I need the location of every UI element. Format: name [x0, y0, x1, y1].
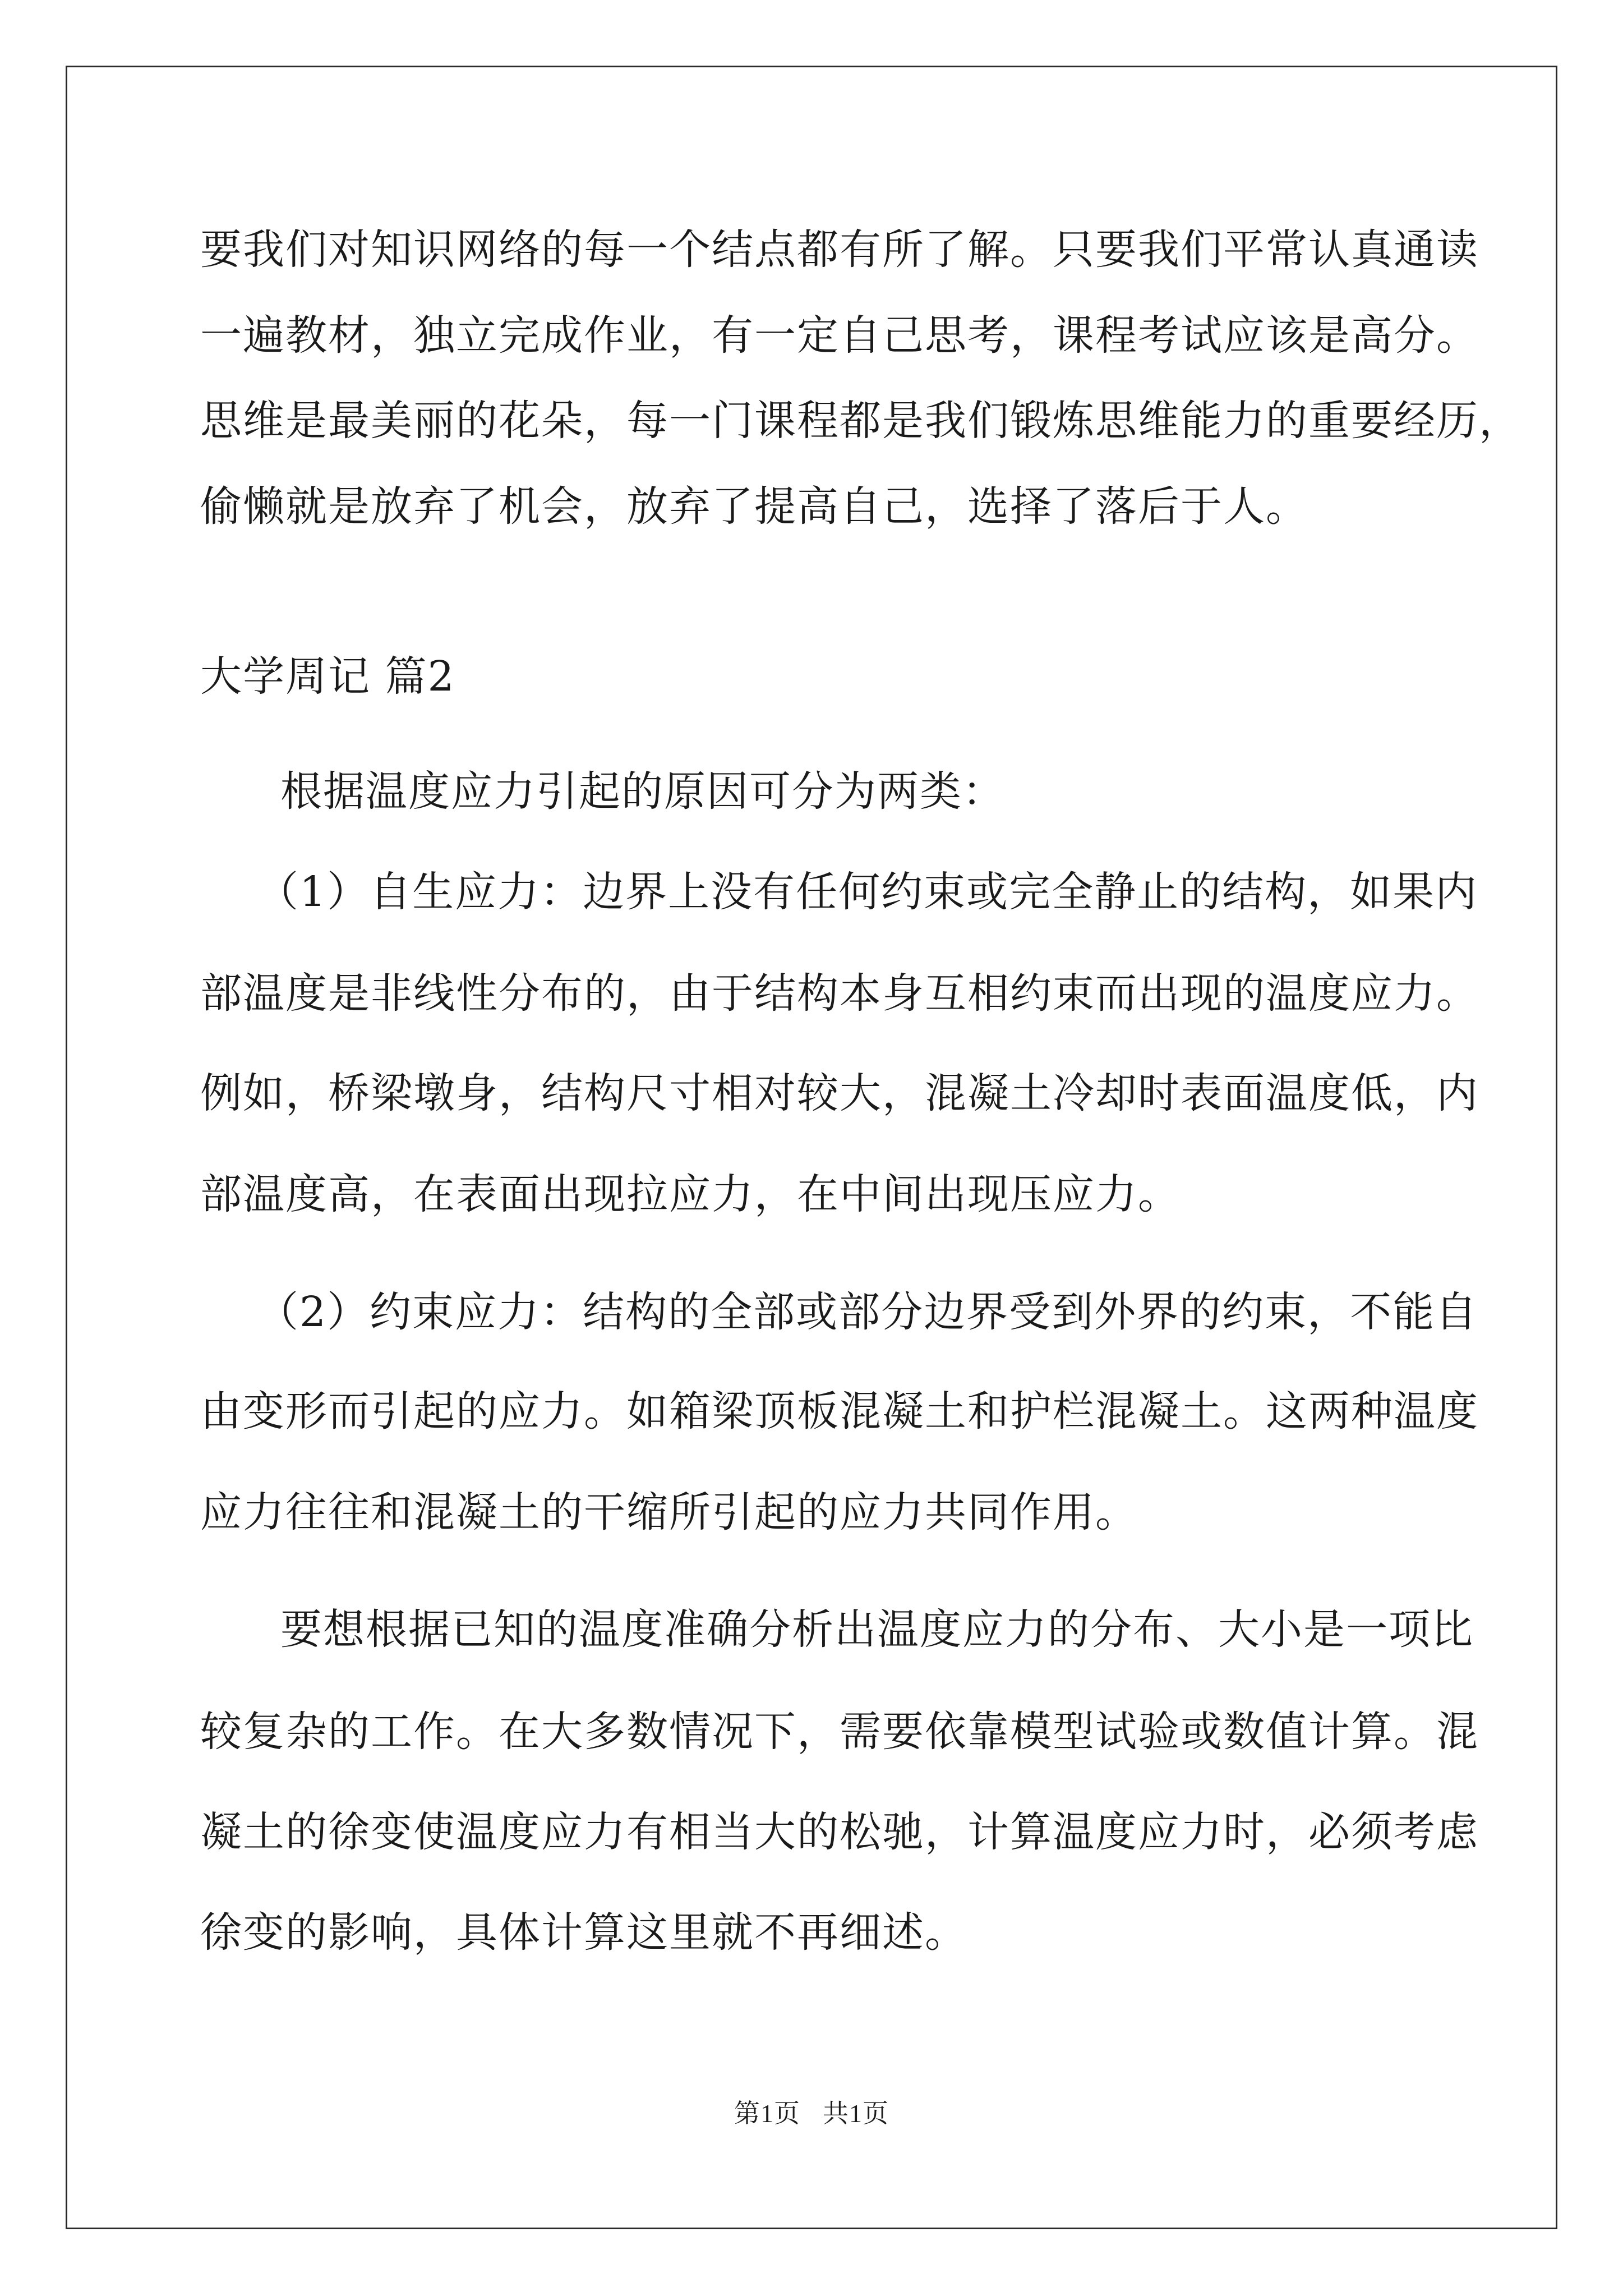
- page-number-total: 共1页: [823, 2099, 889, 2128]
- closing-paragraph-line: 要想根据已知的温度准确分析出温度应力的分布、大小是一项比: [280, 1605, 1474, 1654]
- page-number-current: 第1页: [734, 2099, 800, 2128]
- intro-line: 根据温度应力引起的原因可分为两类：: [280, 767, 1005, 816]
- paragraph-line: 偷懒就是放弃了机会，放弃了提高自己，选择了落后于人。: [200, 482, 1308, 531]
- list-item-1-line: （1）自生应力：边界上没有任何约束或完全静止的结构，如果内: [257, 868, 1478, 916]
- paragraph-line: 思维是最美丽的花朵，每一门课程都是我们锻炼思维能力的重要经历，: [200, 397, 1521, 445]
- list-item-1-line: 部温度高，在表面出现拉应力，在中间出现压应力。: [200, 1170, 1181, 1218]
- closing-paragraph-line: 较复杂的工作。在大多数情况下，需要依靠模型试验或数值计算。混: [200, 1708, 1479, 1756]
- paragraph-line: 一遍教材，独立完成作业，有一定自己思考，课程考试应该是高分。: [200, 311, 1479, 360]
- list-item-2-line: （2）约束应力：结构的全部或部分边界受到外界的约束，不能自: [257, 1288, 1478, 1336]
- list-item-1-line: 例如，桥梁墩身，结构尺寸相对较大，混凝土冷却时表面温度低，内: [200, 1069, 1479, 1117]
- paragraph-line: 要我们对知识网络的每一个结点都有所了解。只要我们平常认真通读: [200, 226, 1479, 274]
- page-footer: [0, 2101, 1623, 2127]
- page-border: [66, 66, 1557, 2229]
- section-heading: 大学周记 篇2: [200, 652, 455, 701]
- closing-paragraph-line: 凝土的徐变使温度应力有相当大的松驰，计算温度应力时，必须考虑: [200, 1808, 1479, 1856]
- closing-paragraph-line: 徐变的影响，具体计算这里就不再细述。: [200, 1908, 967, 1957]
- list-item-1-line: 部温度是非线性分布的，由于结构本身互相约束而出现的温度应力。: [200, 969, 1479, 1018]
- list-item-2-line: 应力往往和混凝土的干缩所引起的应力共同作用。: [200, 1488, 1138, 1536]
- list-item-2-line: 由变形而引起的应力。如箱梁顶板混凝土和护栏混凝土。这两种温度: [200, 1387, 1479, 1435]
